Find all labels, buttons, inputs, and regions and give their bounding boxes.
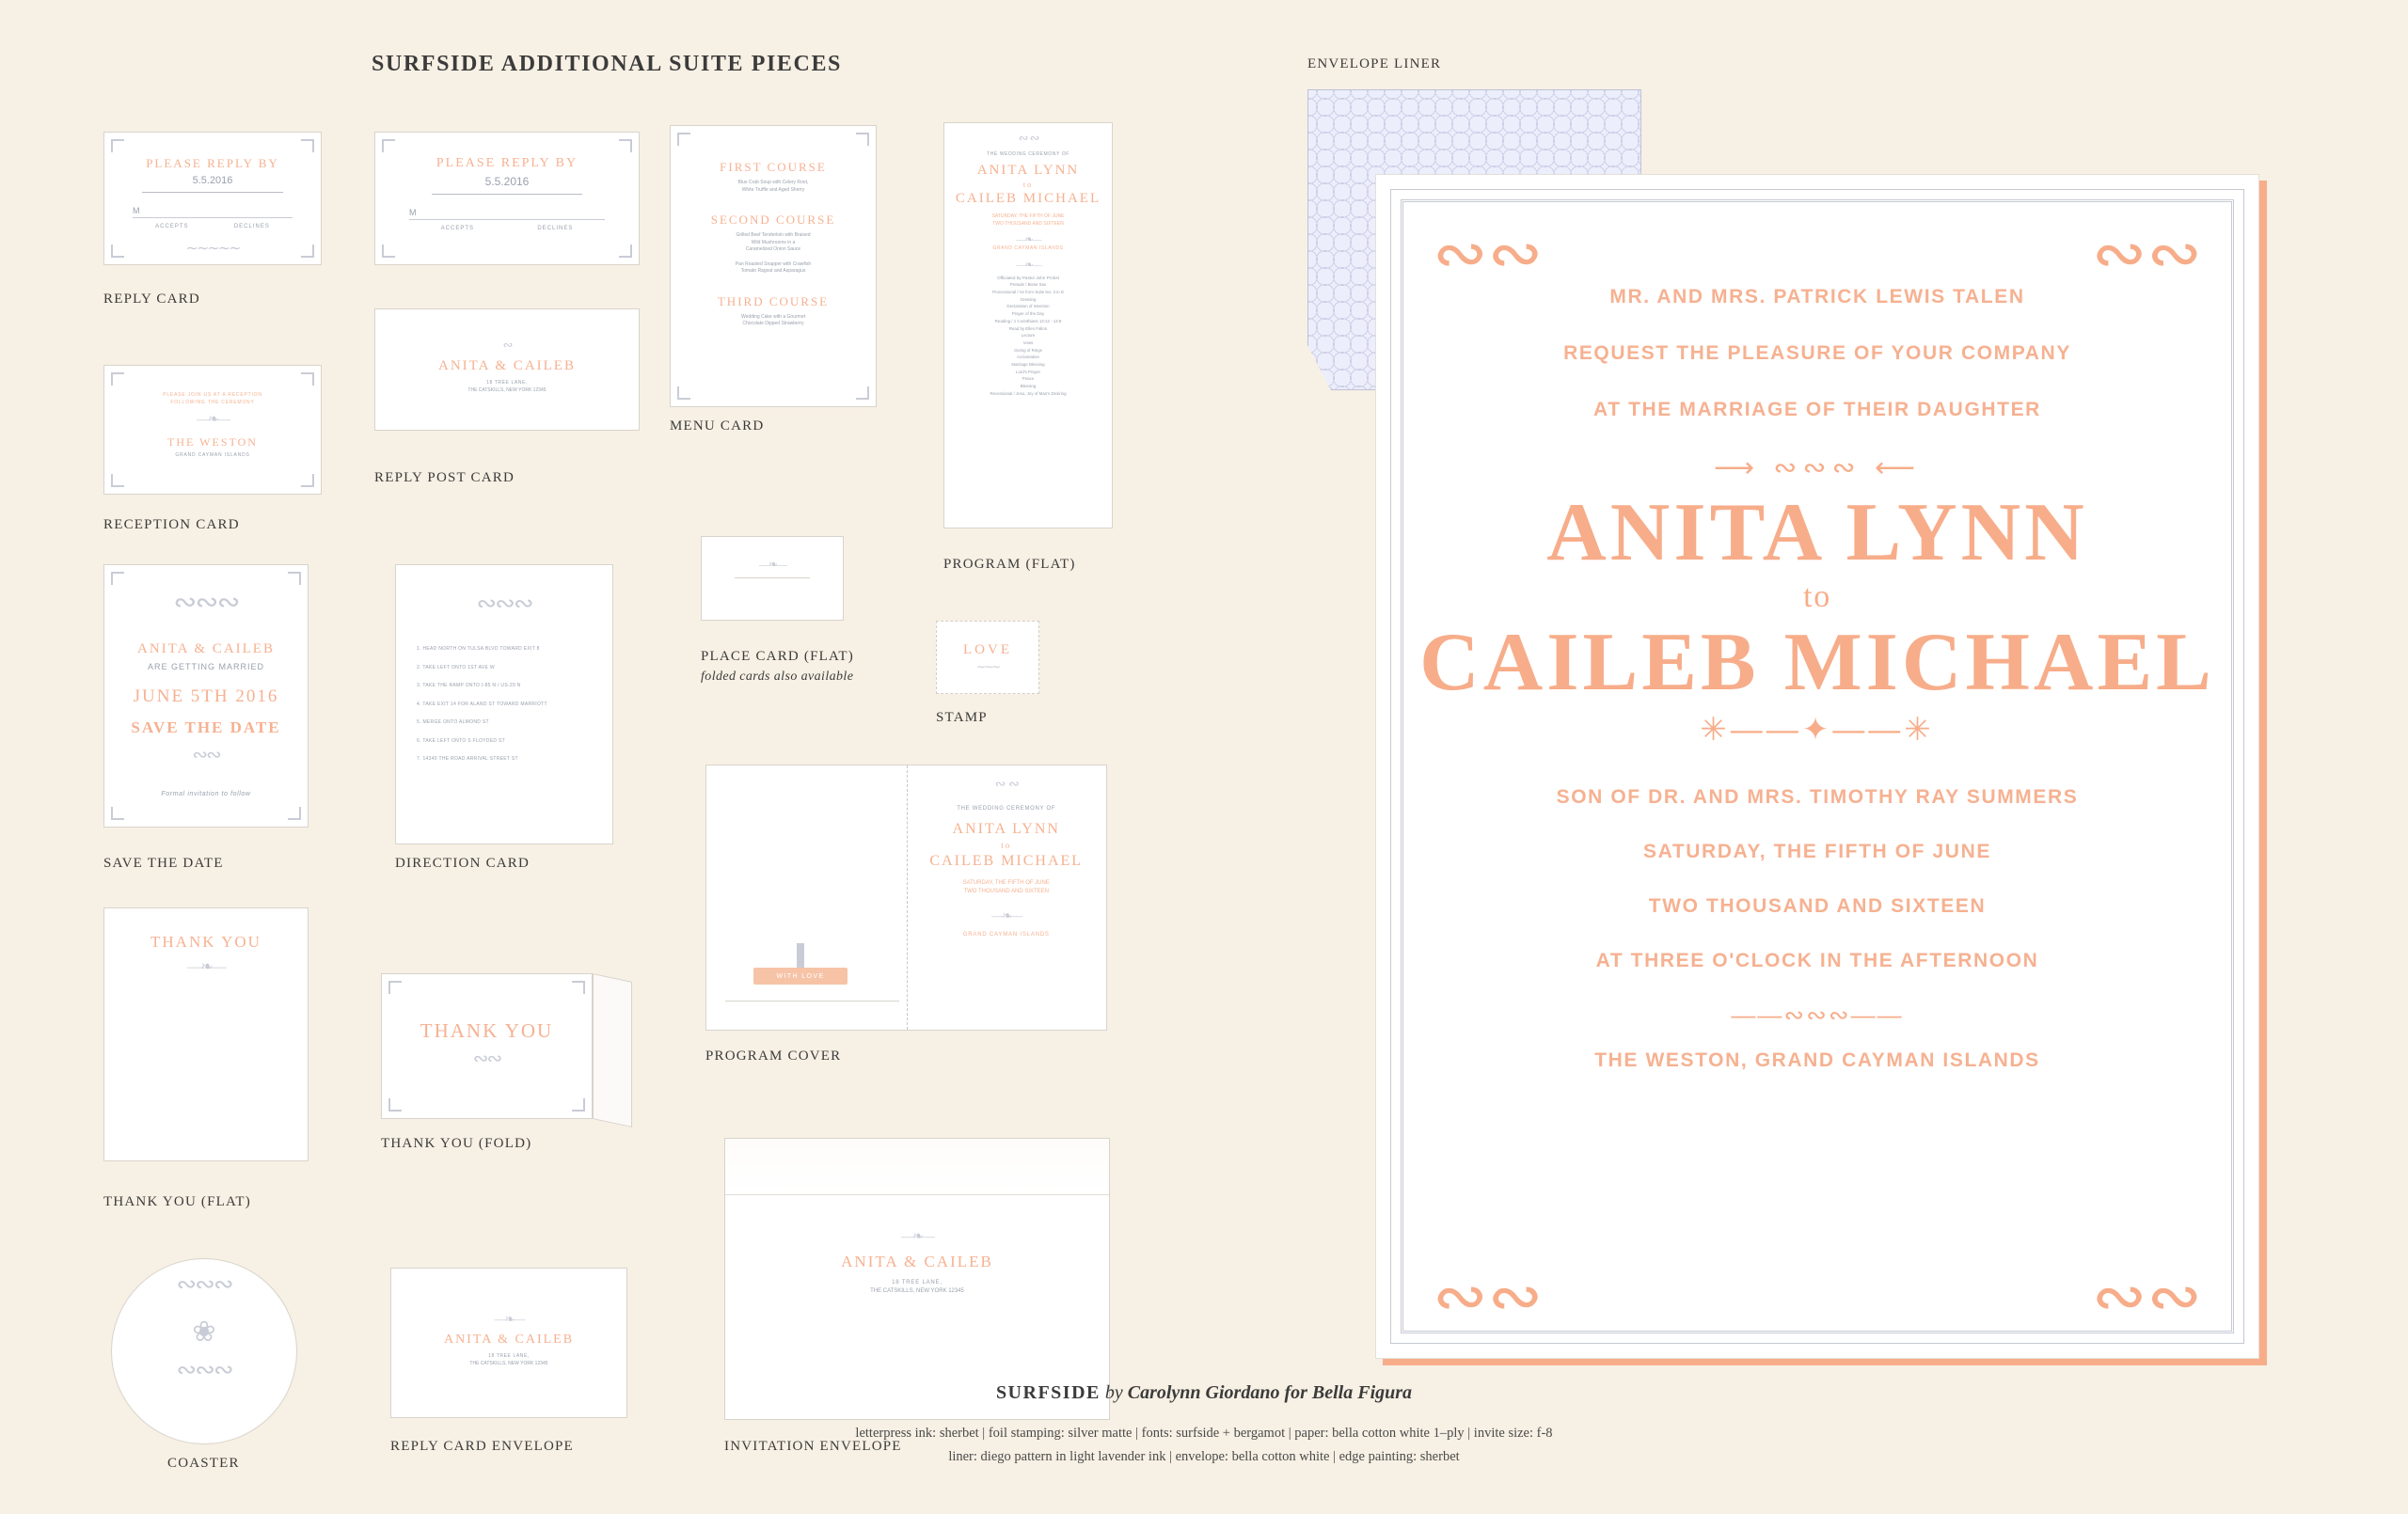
corner-ornament [288,807,301,820]
caption-coaster: COASTER [167,1456,240,1471]
flourish-icon: —❧— [197,413,229,427]
envelope-address-2: THE CATSKILLS, NEW YORK 12345 [870,1288,964,1295]
caption-thank-you-fold: THANK YOU (FOLD) [381,1136,532,1151]
specs-line-2: liner: diego pattern in light lavender ink | envelope: bella cotton white | edge painting: sherbet [948,1448,1460,1464]
caption-thank-you-flat: THANK YOU (FLAT) [103,1194,251,1209]
program-cover-card[interactable] [705,765,1107,1031]
program-venue: GRAND CAYMAN ISLANDS [962,931,1050,938]
reception-card[interactable] [103,365,322,495]
invitation-envelope[interactable] [724,1138,1110,1420]
program-order-item: Declaration of Intention [1006,304,1050,309]
scroll-ornament-icon: ∾∾∾ [176,1356,232,1383]
accepts-label[interactable]: ACCEPTS [155,224,189,229]
menu-course-title: THIRD COURSE [717,293,830,308]
direction-step: 3. TAKE THE RAMP ONTO I-85 N / US-29 N [417,683,521,688]
caption-reply-post-card: REPLY POST CARD [374,470,515,485]
reception-line-2: FOLLOWING THE CEREMONY [170,399,255,405]
program-order-item: Greeting [1020,296,1037,302]
coaster[interactable] [111,1258,297,1444]
suite-credit [0,1382,2408,1404]
program-order-item: Processional / Air from Suite No. 3 in D [992,290,1064,294]
accepts-label[interactable]: ACCEPTS [440,226,474,231]
program-connector: to [1022,181,1034,189]
menu-course-line: White Truffle and Aged Sherry [741,186,805,193]
time-line: AT THREE O'CLOCK IN THE AFTERNOON [1595,950,2039,971]
direction-card[interactable] [395,564,613,844]
menu-course-line: Wedding Cake with a Gourmet [741,313,805,320]
std-date: JUNE 5TH 2016 [133,686,279,706]
reply-post-heading: PLEASE REPLY BY [436,156,578,170]
program-date-1: SATURDAY, THE FIFTH OF JUNE [962,880,1050,886]
scroll-ornament-icon: ∾ ∾ [994,778,1018,792]
menu-course-line: Grilled Beef Tenderloin with Braised [736,232,811,238]
scroll-ornament-icon: ∾∾ [192,745,220,765]
corner-ornament [111,474,124,487]
stamp-text: LOVE [963,642,1012,657]
program-venue: GRAND CAYMAN ISLANDS [992,245,1064,251]
program-eyebrow: THE WEDDING CEREMONY OF [987,151,1069,157]
program-date-1: SATURDAY, THE FIFTH OF JUNE [991,213,1065,219]
std-footer: Formal invitation to follow [161,791,251,797]
program-order-item: Peace [1022,376,1035,382]
reply-card[interactable] [103,132,322,265]
program-bride-name: ANITA LYNN [976,163,1080,178]
couple-names: ANITA & CAILEB [438,358,576,373]
flourish-icon: ∼∼∼ [975,660,1000,673]
program-order-item: Acclamation [1017,355,1039,360]
flourish-icon: —❧— [187,959,225,975]
program-order-item: Lord's Prayer [1016,369,1040,374]
corner-ornament [856,386,869,400]
starburst-divider-icon: ✳——✦——✳ [1700,712,1935,748]
corner-ornament [572,981,585,994]
program-connector: to [1001,841,1012,850]
corner-ornament [111,807,124,820]
program-date-2: TWO THOUSAND AND SIXTEEN [963,889,1050,895]
swirl-ornament-icon: ∾∾ [1433,218,1544,291]
connector-to: to [1803,579,1831,614]
corner-ornament [382,244,395,258]
caption-invitation-envelope: INVITATION ENVELOPE [724,1439,902,1454]
program-order-item: Giving of Rings [1014,347,1042,353]
caption-save-the-date: SAVE THE DATE [103,856,224,871]
flourish-icon: —❧— [991,907,1022,923]
corner-ornament [111,244,124,258]
flourish-icon: —❧— [758,558,786,571]
corner-ornament [677,386,690,400]
corner-ornament [111,372,124,386]
caption-program-flat: PROGRAM (FLAT) [943,557,1076,572]
date-line-1: SATURDAY, THE FIFTH OF JUNE [1643,841,1991,862]
bride-name: ANITA LYNN [1546,487,2088,578]
credit-by: by [1104,1382,1123,1403]
program-bride-name: ANITA LYNN [952,821,1060,837]
direction-step: 6. TAKE LEFT ONTO S FLOYDED ST [417,737,505,744]
program-order-item: Read by Ellen Fallon [1008,325,1048,331]
direction-step: 7. 14340 THE ROAD ARRIVAL STREET ST [417,756,518,762]
menu-course-title: FIRST COURSE [720,160,827,174]
program-date-2: TWO THOUSAND AND SIXTEEN [992,220,1064,227]
groom-name: CAILEB MICHAEL [1419,617,2215,708]
date-line-2: TWO THOUSAND AND SIXTEEN [1648,895,1987,917]
menu-card[interactable] [670,125,877,407]
save-the-date-card[interactable] [103,564,309,828]
program-order-item: Reading / 1 Corinthians 13:13 - 13:8 [994,318,1062,323]
name-write-line [735,577,810,578]
scroll-ornament-icon: ∼∼∼∼∼ [185,241,240,257]
declines-label[interactable]: DECLINES [233,224,270,229]
main-invitation-card[interactable] [1375,174,2259,1359]
direction-step: 2. TAKE LEFT ONTO 1ST AVE W [417,664,495,670]
tab-stem [797,943,804,968]
caption-reception-card: RECEPTION CARD [103,517,240,532]
thank-you-flat-card[interactable] [103,907,309,1161]
arrow-flourish-icon: ⟶ ∾∾∾ ⟵ [1713,452,1922,483]
caption-place-card: PLACE CARD (FLAT) [701,649,854,664]
corner-ornament [619,139,632,152]
envelope-address-1: 18 TREE LANE, [892,1280,943,1285]
std-subline: ARE GETTING MARRIED [147,662,264,671]
divider [142,192,283,193]
flourish-icon: —❧— [1016,259,1040,271]
host-line-1: MR. AND MRS. PATRICK LEWIS TALEN [1609,286,2025,308]
corner-ornament [301,244,314,258]
specs-line-1: letterpress ink: sherbet | foil stamping: silver matte | fonts: surfside + bergamot | paper: bella cotton white 1–ply | invite size: f-8 [855,1426,1553,1441]
program-officiant: Officiated by Pastor John Probst [997,275,1059,280]
reply-by-date: 5.5.2016 [484,175,530,188]
corner-ornament [288,572,301,585]
menu-course-title: SECOND COURSE [710,213,836,227]
scroll-ornament-icon: ∾∾ [472,1049,501,1069]
thank-you-fold-card[interactable] [381,973,593,1119]
menu-course-line: Caramelized Onion Sauce [745,246,801,252]
address-line-1: 18 TREE LANE, [486,380,528,386]
std-names: ANITA & CAILEB [137,641,275,656]
divider [133,217,293,218]
credit-designer: Carolynn Giordano for Bella Figura [1127,1382,1413,1403]
program-order-item: Blessing [1020,384,1037,389]
program-groom-name: CAILEB MICHAEL [955,191,1101,206]
menu-course-line: Tomato Ragout and Asparagus [740,268,806,274]
reply-post-card-front[interactable] [374,132,640,265]
scroll-ornament-icon: ∾∾∾ [476,590,532,617]
corner-ornament [382,139,395,152]
wheat-sprig-icon: ❀ [192,1317,216,1348]
groom-parents-line: SON OF DR. AND MRS. TIMOTHY RAY SUMMERS [1556,786,2079,808]
thank-you-fold-flap [593,973,632,1128]
envelope-names: ANITA & CAILEB [841,1253,993,1270]
envelope-address-2: THE CATSKILLS, NEW YORK 12345 [469,1360,548,1366]
page-title: SURFSIDE ADDITIONAL SUITE PIECES [372,52,843,76]
guest-name-field[interactable]: M [409,208,417,217]
corner-ornament [301,474,314,487]
scroll-ornament-icon: ∾∾∾ [173,587,239,618]
flourish-icon: —❧— [1016,234,1040,245]
caption-menu-card: MENU CARD [670,418,765,434]
program-eyebrow: THE WEDDING CEREMONY OF [957,806,1056,812]
flourish-icon: —❧— [494,1312,524,1326]
direction-step: 5. MERGE ONTO ALMOND ST [417,719,489,725]
std-headline: SAVE THE DATE [131,718,281,736]
reception-line-1: PLEASE JOIN US AT A RECEPTION [163,392,262,398]
scroll-ornament-icon: ∾∾∾ [176,1270,232,1298]
divider [409,219,605,220]
program-order-item: Marriage Blessing [1011,362,1045,368]
program-groom-name: CAILEB MICHAEL [929,853,1084,869]
reply-post-card-back[interactable] [374,308,640,431]
corner-ornament [301,372,314,386]
envelope-flap [725,1139,1109,1195]
thank-you-heading: THANK YOU [150,933,261,951]
swirl-ornament-icon: ∾∾ [1433,1261,1544,1333]
corner-ornament [619,244,632,258]
menu-course-line: Wild Mushrooms in a [751,239,796,245]
reception-venue: THE WESTON [167,435,258,449]
place-card[interactable] [701,536,844,621]
program-order-item: Prelude / Bisse Sax [1009,282,1047,288]
flourish-icon: —❧— [901,1230,933,1244]
caption-place-card-note: folded cards also available [701,670,854,684]
corner-ornament [111,572,124,585]
program-flat-card[interactable] [943,122,1113,528]
direction-step: 4. TAKE EXIT 14 FOR ALAND ST TOWARD MARRIOTT [417,701,547,707]
corner-ornament [111,139,124,152]
caption-program-cover: PROGRAM COVER [705,1049,842,1064]
reception-location: GRAND CAYMAN ISLANDS [175,452,250,458]
scroll-ornament-icon: ∾ ∾ [1018,131,1038,145]
corner-ornament [301,139,314,152]
declines-label[interactable]: DECLINES [537,226,574,231]
host-line-2: REQUEST THE PLEASURE OF YOUR COMPANY [1563,342,2071,364]
program-order-item: Prayer of the Day [1011,311,1045,317]
program-order-item: Recessional / Jesu, Joy of Man's Desiring [990,390,1067,396]
thank-you-heading: THANK YOU [420,1019,554,1042]
swirl-ornament-icon: ∾∾ [2091,218,2202,291]
envelope-liner-label: ENVELOPE LINER [1307,56,1442,71]
menu-course-line: Blue Crab Soup with Celery Root, [737,180,809,185]
program-order-item: Vows [1022,339,1034,345]
menu-course-line: Chocolate Dipped Strawberry [742,321,804,326]
with-love-tab[interactable]: WITH LOVE [753,968,848,985]
caption-reply-card-envelope: REPLY CARD ENVELOPE [390,1439,574,1454]
specs-block [0,1422,2408,1468]
divider [432,194,582,195]
guest-name-field[interactable]: M [133,206,140,215]
corner-ornament [856,133,869,146]
direction-step: 1. HEAD NORTH ON TULSA BLVD TOWARD EXIT 8 [417,646,540,652]
flourish-divider-icon: ——∾∾∾—— [1731,1001,1904,1029]
address-line-2: THE CATSKILLS, NEW YORK 12345 [467,386,547,393]
host-line-3: AT THE MARRIAGE OF THEIR DAUGHTER [1593,399,2041,420]
reply-by-date: 5.5.2016 [192,175,233,186]
corner-ornament [677,133,690,146]
invitation-border-frame [1401,199,2234,1333]
corner-ornament [572,1098,585,1112]
caption-reply-card: REPLY CARD [103,292,200,307]
caption-direction-card: DIRECTION CARD [395,856,531,871]
caption-stamp: STAMP [936,710,988,725]
venue-line: THE WESTON, GRAND CAYMAN ISLANDS [1594,1049,2040,1071]
corner-ornament [388,1098,402,1112]
stamp[interactable] [936,621,1039,694]
scroll-ornament-icon: ∾ [502,338,512,352]
swirl-ornament-icon: ∾∾ [2091,1261,2202,1333]
envelope-names: ANITA & CAILEB [443,1333,575,1347]
corner-ornament [388,981,402,994]
menu-course-line: Pan Roasted Snapper with Crawfish [735,260,812,267]
reply-card-heading: PLEASE REPLY BY [146,156,279,170]
suite-brand-name: SURFSIDE [995,1382,1101,1403]
program-order-item: Lecture [1021,333,1036,339]
envelope-address-1: 18 TREE LANE, [488,1353,530,1359]
